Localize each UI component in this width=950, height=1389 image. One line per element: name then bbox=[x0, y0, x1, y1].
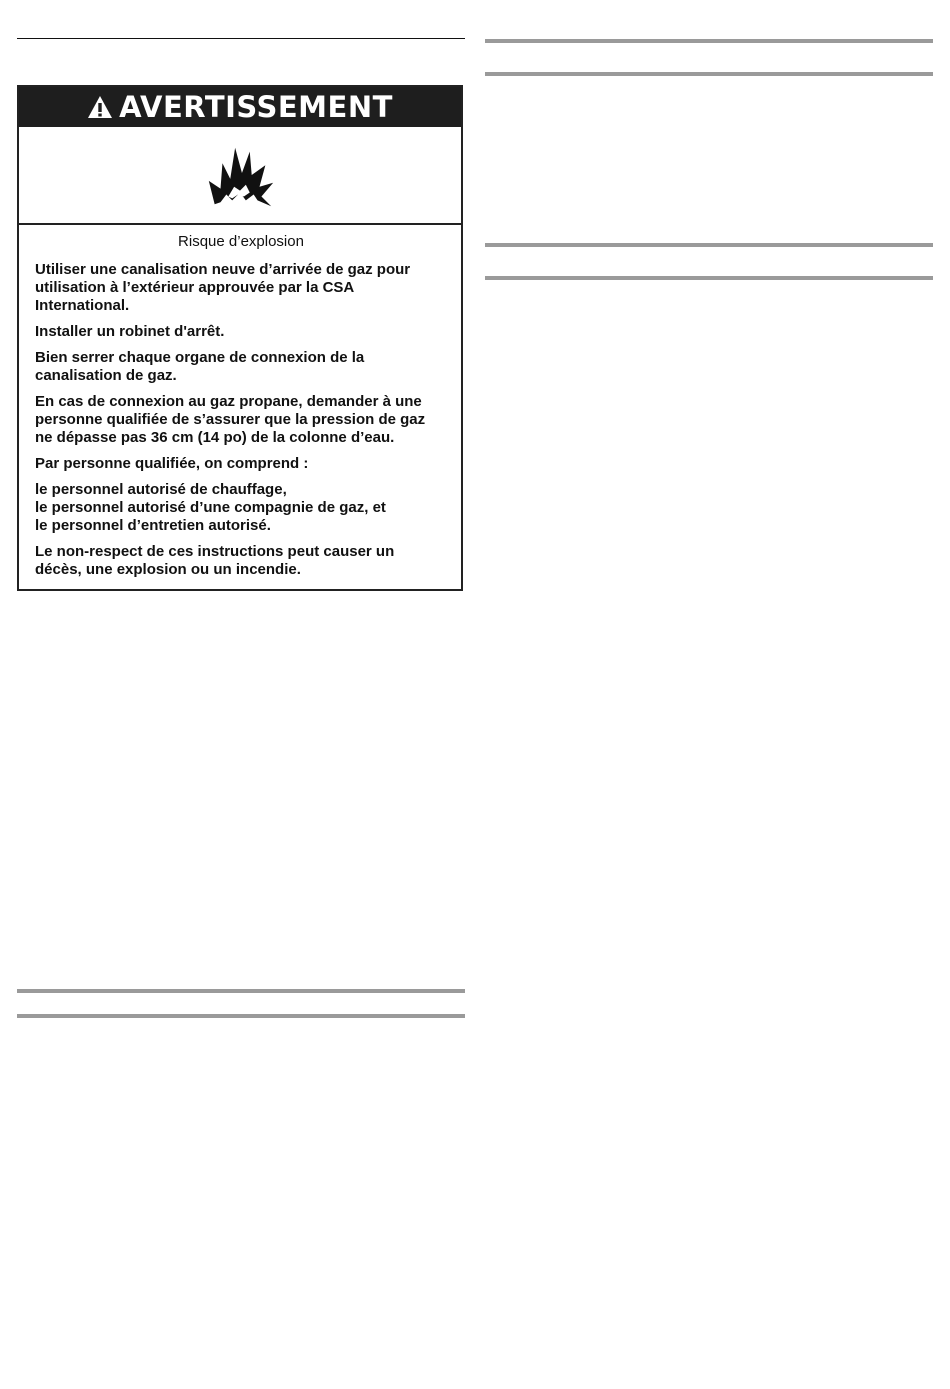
text-line: décès, une explosion ou un incendie. bbox=[35, 561, 301, 578]
text-line: Utiliser une canalisation neuve d’arrivée de gaz pour bbox=[35, 261, 411, 278]
text-line: Installer un robinet d'arrêt. bbox=[35, 323, 225, 340]
right-section-rule-3 bbox=[485, 243, 933, 247]
instruction-shutoff-valve bbox=[35, 323, 447, 341]
warning-header bbox=[19, 87, 461, 127]
text-line: En cas de connexion au gaz propane, demander à une bbox=[35, 393, 422, 410]
left-section-rule-1 bbox=[17, 989, 465, 993]
text-line: Le non-respect de ces instructions peut causer un bbox=[35, 543, 395, 560]
left-section-rule-2 bbox=[17, 1014, 465, 1018]
text-line: utilisation à l’extérieur approuvée par la CSA bbox=[35, 279, 355, 296]
text-line: le personnel d’entretien autorisé. bbox=[35, 517, 271, 534]
consequence-statement bbox=[35, 543, 447, 579]
top-left-rule bbox=[17, 38, 465, 39]
text-line: Par personne qualifiée, on comprend : bbox=[35, 455, 309, 472]
right-section-rule-4 bbox=[485, 276, 933, 280]
text-line: personne qualifiée de s’assurer que la pression de gaz bbox=[35, 411, 426, 428]
text-line: Bien serrer chaque organe de connexion de la bbox=[35, 349, 365, 366]
safety-alert-triangle-icon bbox=[87, 95, 113, 119]
signal-word: AVERTISSEMENT bbox=[119, 89, 393, 124]
qualified-person-intro bbox=[35, 455, 447, 473]
right-section-rule-2 bbox=[485, 72, 933, 76]
text-line: canalisation de gaz. bbox=[35, 367, 177, 384]
explosion-icon bbox=[201, 136, 279, 214]
hazard-title: Risque d’explosion bbox=[178, 233, 304, 250]
instruction-propane-pressure bbox=[35, 393, 447, 447]
text-line: le personnel autorisé d’une compagnie de gaz, et bbox=[35, 499, 386, 516]
hazard-symbol-area bbox=[19, 127, 461, 225]
qualified-person-list bbox=[35, 481, 447, 535]
text-line: le personnel autorisé de chauffage, bbox=[35, 481, 287, 498]
text-line: ne dépasse pas 36 cm (14 po) de la colonne d’eau. bbox=[35, 429, 395, 446]
warning-box bbox=[17, 85, 463, 591]
text-line: International. bbox=[35, 297, 130, 314]
instruction-tighten-connections bbox=[35, 349, 447, 385]
warning-body bbox=[19, 225, 461, 579]
right-section-rule-1 bbox=[485, 39, 933, 43]
instruction-gas-line bbox=[35, 261, 447, 315]
